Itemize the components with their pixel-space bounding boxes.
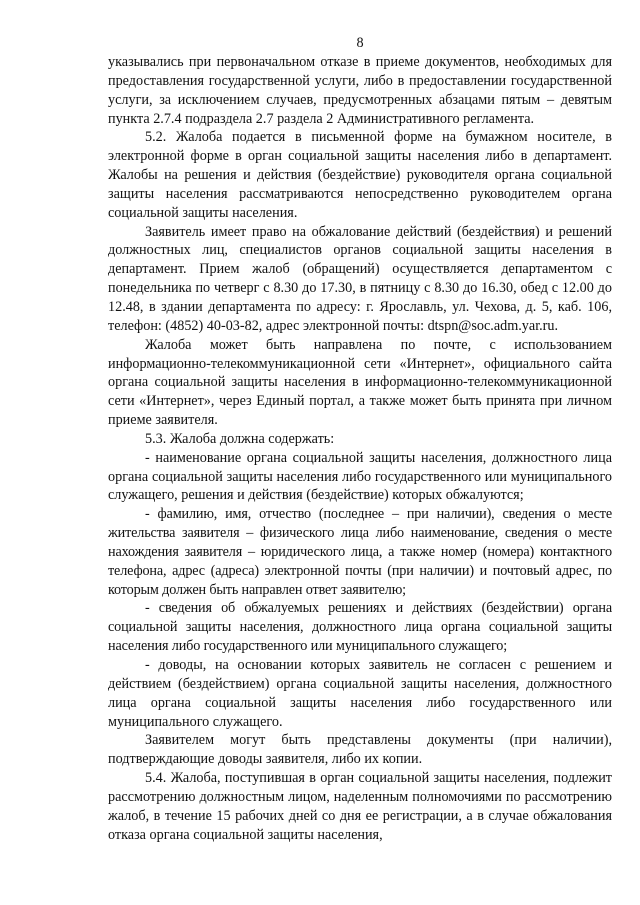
paragraph-5-3: 5.3. Жалоба должна содержать: bbox=[145, 430, 335, 447]
list-item-applicant-details: - фамилию, имя, отчество (последнее – при наличии), сведения о месте жительства заявителя – физического лица либо наименование, сведения о месте нахождения заявителя – юридического лица, а также номер (номера) контактного телефона, адрес (адреса) электронной почты (при наличии) и почтовый адрес, по которым должен быть направлен ответ заявителю; bbox=[108, 506, 612, 598]
document-page bbox=[108, 34, 612, 844]
paragraph-submission-channels: Жалоба может быть направлена по почте, с использованием информационно-телекоммуникационной сети «Интернет», официального сайта органа социальной защиты населения в информационно-телекоммуникационной сети «Интернет», через Единый портал, а также может быть принята при личном приеме заявителя. bbox=[108, 336, 612, 429]
paragraph-supporting-documents: Заявителем могут быть представлены документы (при наличии), подтверждающие доводы заявителя, либо их копии. bbox=[108, 732, 612, 768]
list-item-arguments: - доводы, на основании которых заявитель не согласен с решением и действием (бездействием) органа социальной защиты населения, должностного лица органа социальной защиты населения либо государственного или муниципального служащего. bbox=[108, 657, 612, 730]
paragraph-5-2: 5.2. Жалоба подается в письменной форме на бумажном носителе, в электронной форме в орган социальной защиты населения либо в департамент. Жалобы на решения и действия (бездействие) руководителя органа социальной защиты населения рассматриваются непосредственно руководителем органа социальной защиты населения. bbox=[108, 129, 612, 221]
paragraph-continuation: указывались при первоначальном отказе в приеме документов, необходимых для предоставления государственной услуги, либо в предоставлении государственной услуги, за исключением случаев, предусмотренных абзацами пятым – девятым пункта 2.7.4 подраздела 2.7 раздела 2 Административного регламента. bbox=[108, 54, 612, 127]
page-number: 8 bbox=[356, 35, 364, 51]
paragraph-5-4: 5.4. Жалоба, поступившая в орган социальной защиты населения, подлежит рассмотрению должностным лицом, наделенным полномочиями по рассмотрению жалоб, в течение 15 рабочих дней со дня ее регистрации, а в случае обжалования отказа органа социальной защиты населения, bbox=[108, 770, 612, 843]
paragraph-appeal-right: Заявитель имеет право на обжалование действий (бездействия) и решений должностных лиц, специалистов органов социальной защиты населения в департамент. Прием жалоб (обращений) осуществляется департаментом с понедельника по четверг с 8.30 до 17.30, в пятницу с 8.30 до 16.30, обед с 12.00 до 12.48, в здании департамента по адресу: г. Ярославль, ул. Чехова, д. 5, каб. 106, телефон: (4852) 40-03-82, адрес электронной почты: dtspn@soc.adm.yar.ru. bbox=[108, 223, 612, 334]
list-item-appealed-decisions: - сведения об обжалуемых решениях и действиях (бездействии) органа социальной защиты населения, должностного лица органа социальной защиты населения либо государственного или муниципального служащего; bbox=[108, 600, 612, 655]
list-item-authority-name: - наименование органа социальной защиты населения, должностного лица органа социальной защиты населения либо государственного или муниципального служащего, решения и действия (бездействие) которых обжалуются; bbox=[108, 449, 612, 504]
